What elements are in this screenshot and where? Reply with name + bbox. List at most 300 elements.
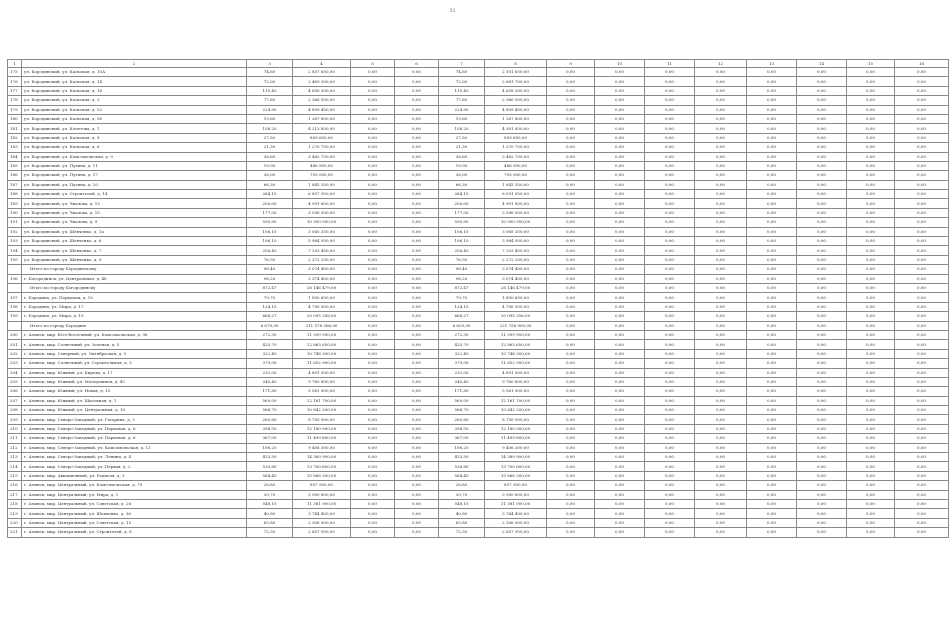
- value-cell: 793 000,00: [485, 171, 547, 180]
- value-cell: 0,00: [395, 415, 439, 424]
- value-cell: 19,90: [247, 161, 293, 170]
- value-cell: 0,00: [645, 77, 695, 86]
- value-cell: 0,00: [351, 171, 395, 180]
- value-cell: 0,00: [797, 481, 847, 490]
- value-cell: 232,00: [247, 368, 293, 377]
- value-cell: 12 863 650,00: [485, 340, 547, 349]
- table-row: [8, 246, 949, 255]
- value-cell: 0,00: [695, 424, 747, 433]
- value-cell: 0,00: [895, 96, 949, 105]
- address-cell: Итого по городу Бородино: [22, 321, 247, 330]
- value-cell: 27,50: [247, 133, 293, 142]
- value-cell: 3 596 500,00: [485, 208, 547, 217]
- value-cell: 425,70: [439, 340, 485, 349]
- value-cell: 11 499 800,00: [485, 434, 547, 443]
- column-header: 14: [797, 60, 847, 68]
- value-cell: 0,00: [747, 340, 797, 349]
- value-cell: 66,30: [439, 180, 485, 189]
- value-cell: 0,00: [645, 274, 695, 283]
- value-cell: 0,00: [547, 302, 595, 311]
- value-cell: 0,00: [895, 143, 949, 152]
- value-cell: 0,00: [351, 68, 395, 77]
- value-cell: 0,00: [395, 377, 439, 386]
- value-cell: 12 161 700,00: [293, 396, 351, 405]
- value-cell: 134,10: [439, 302, 485, 311]
- value-cell: 0,00: [595, 330, 645, 339]
- value-cell: 0,00: [895, 377, 949, 386]
- column-header: 12: [695, 60, 747, 68]
- value-cell: 72,00: [439, 77, 485, 86]
- value-cell: 0,00: [747, 528, 797, 537]
- value-cell: 0,00: [895, 518, 949, 527]
- table-row: [8, 77, 949, 86]
- value-cell: 0,00: [645, 359, 695, 368]
- table-row: [8, 152, 949, 161]
- table-row: [8, 509, 949, 518]
- address-cell: г. Ачинск, мкр. Солнечный, ул. Строительная, д. 5: [22, 359, 247, 368]
- table-row: [8, 481, 949, 490]
- value-cell: 0,00: [645, 471, 695, 480]
- value-cell: 0,00: [595, 368, 645, 377]
- value-cell: 0,00: [645, 377, 695, 386]
- value-cell: 0,00: [351, 180, 395, 189]
- address-cell: ул. Бородинский, ул. Шевченко, д. 1а: [22, 227, 247, 236]
- value-cell: 0,00: [547, 237, 595, 246]
- value-cell: 568,70: [247, 406, 293, 415]
- value-cell: 221 758 900,00: [485, 321, 547, 330]
- value-cell: 0,00: [797, 265, 847, 274]
- value-cell: 0,00: [395, 274, 439, 283]
- value-cell: 9 406 300,00: [293, 443, 351, 452]
- value-cell: 0,00: [595, 133, 645, 142]
- value-cell: 0,00: [797, 302, 847, 311]
- value-cell: 0,00: [645, 330, 695, 339]
- value-cell: 0,00: [595, 321, 645, 330]
- value-cell: 0,00: [895, 434, 949, 443]
- value-cell: 0,00: [695, 227, 747, 236]
- value-cell: 21,30: [247, 143, 293, 152]
- value-cell: 0,00: [847, 227, 895, 236]
- row-number-cell: 212: [8, 443, 22, 452]
- value-cell: 0,00: [547, 190, 595, 199]
- table-row: [8, 528, 949, 537]
- value-cell: 0,00: [847, 518, 895, 527]
- value-cell: 0,00: [895, 340, 949, 349]
- value-cell: 0,00: [645, 171, 695, 180]
- value-cell: 0,00: [797, 490, 847, 499]
- value-cell: 375,00: [439, 359, 485, 368]
- value-cell: 0,00: [847, 218, 895, 227]
- value-cell: 0,00: [595, 237, 645, 246]
- value-cell: 0,00: [351, 368, 395, 377]
- value-cell: 0,00: [747, 443, 797, 452]
- row-number-cell: 181: [8, 124, 22, 133]
- value-cell: 0,00: [895, 293, 949, 302]
- value-cell: 0,00: [797, 424, 847, 433]
- table-row: [8, 387, 949, 396]
- value-cell: 0,00: [645, 321, 695, 330]
- value-cell: 0,00: [797, 293, 847, 302]
- value-cell: 859 650,00: [485, 133, 547, 142]
- row-number-cell: 179: [8, 105, 22, 114]
- row-number-cell: 202: [8, 349, 22, 358]
- value-cell: 0,00: [797, 462, 847, 471]
- value-cell: 0,00: [695, 453, 747, 462]
- value-cell: 4 891 500,00: [293, 368, 351, 377]
- table-row: [8, 490, 949, 499]
- row-number-cell: 215: [8, 471, 22, 480]
- value-cell: 0,00: [547, 368, 595, 377]
- value-cell: 0,00: [395, 96, 439, 105]
- value-cell: 0,00: [847, 274, 895, 283]
- table-row: [8, 368, 949, 377]
- value-cell: 1 270 750,00: [293, 143, 351, 152]
- value-cell: 0,00: [895, 265, 949, 274]
- value-cell: 0,00: [547, 424, 595, 433]
- column-header: 1: [8, 60, 22, 68]
- value-cell: 0,00: [645, 368, 695, 377]
- value-cell: 535,80: [247, 462, 293, 471]
- address-cell: ул. Бородинский, ул. Чкалова, д. 9: [22, 218, 247, 227]
- value-cell: 0,00: [645, 453, 695, 462]
- value-cell: 0,00: [797, 199, 847, 208]
- value-cell: 0,00: [797, 471, 847, 480]
- value-cell: 793 000,00: [293, 171, 351, 180]
- column-header: 3: [247, 60, 293, 68]
- table-row: [8, 283, 949, 292]
- value-cell: 2 306 900,00: [485, 518, 547, 527]
- value-cell: 11 599 950,00: [293, 330, 351, 339]
- value-cell: 0,00: [847, 265, 895, 274]
- value-cell: 0,00: [395, 443, 439, 452]
- value-cell: 0,00: [895, 133, 949, 142]
- value-cell: 0,00: [895, 105, 949, 114]
- value-cell: 0,00: [747, 124, 797, 133]
- table-row: [8, 199, 949, 208]
- value-cell: 0,00: [351, 321, 395, 330]
- value-cell: 0,00: [895, 237, 949, 246]
- value-cell: 0,00: [395, 227, 439, 236]
- value-cell: 0,00: [847, 396, 895, 405]
- value-cell: 28,80: [247, 481, 293, 490]
- value-cell: 0,00: [747, 471, 797, 480]
- value-cell: 0,00: [695, 180, 747, 189]
- table-row: [8, 415, 949, 424]
- value-cell: 0,00: [847, 237, 895, 246]
- row-number-cell: 201: [8, 340, 22, 349]
- value-cell: 0,00: [895, 443, 949, 452]
- value-cell: 0,00: [797, 528, 847, 537]
- value-cell: 65,80: [439, 518, 485, 527]
- value-cell: 0,00: [351, 208, 395, 217]
- value-cell: 0,00: [395, 321, 439, 330]
- value-cell: 3 950 800,00: [293, 490, 351, 499]
- value-cell: 0,00: [747, 161, 797, 170]
- address-cell: г. Ачинск, мкр. Северо-Западный, ул. Парковая, д. 6: [22, 424, 247, 433]
- row-number-cell: 191: [8, 218, 22, 227]
- address-cell: г. Ачинск, мкр. Северо-Западный, ул. Первая, д. 2: [22, 462, 247, 471]
- value-cell: 0,00: [595, 255, 645, 264]
- value-cell: 98,20: [247, 274, 293, 283]
- value-cell: 0,00: [747, 274, 797, 283]
- value-cell: 10 950 950,00: [293, 218, 351, 227]
- value-cell: 0,00: [351, 161, 395, 170]
- value-cell: 0,00: [895, 349, 949, 358]
- table-row: [8, 293, 949, 302]
- value-cell: 0,00: [645, 246, 695, 255]
- value-cell: 0,00: [547, 462, 595, 471]
- value-cell: 872,47: [439, 283, 485, 292]
- value-cell: 0,00: [645, 387, 695, 396]
- value-cell: 98,20: [439, 274, 485, 283]
- value-cell: 0,00: [351, 283, 395, 292]
- address-cell: г. Ачинск, мкр. Северо-Западный, ул. Парковая, д. 6: [22, 434, 247, 443]
- value-cell: 0,00: [747, 152, 797, 161]
- value-cell: 0,00: [595, 499, 645, 508]
- address-cell: г. Ачинск, мкр. Солнечный, ул. Зеленая, д. 5: [22, 340, 247, 349]
- value-cell: 79,70: [247, 293, 293, 302]
- row-number-cell: 198: [8, 302, 22, 311]
- value-cell: 0,00: [395, 434, 439, 443]
- value-cell: 0,00: [747, 218, 797, 227]
- value-cell: 0,00: [847, 77, 895, 86]
- row-number-cell: 205: [8, 377, 22, 386]
- value-cell: 4 899 450,00: [485, 105, 547, 114]
- value-cell: 0,00: [895, 471, 949, 480]
- value-cell: 0,00: [351, 387, 395, 396]
- value-cell: 0,00: [895, 481, 949, 490]
- value-cell: 0,00: [695, 246, 747, 255]
- value-cell: 550,90: [247, 218, 293, 227]
- value-cell: 264,10: [439, 190, 485, 199]
- table-row: [8, 124, 949, 133]
- value-cell: 0,00: [797, 246, 847, 255]
- value-cell: 0,00: [847, 462, 895, 471]
- value-cell: 0,00: [895, 190, 949, 199]
- column-header: 10: [595, 60, 645, 68]
- value-cell: 0,00: [351, 359, 395, 368]
- value-cell: 398,50: [247, 424, 293, 433]
- address-cell: ул. Бородинский, ул. Пугина, д. 11: [22, 161, 247, 170]
- address-cell: г. Бородино, ул. Мира, д. 17: [22, 302, 247, 311]
- value-cell: 398,50: [439, 424, 485, 433]
- value-cell: 0,00: [847, 368, 895, 377]
- value-cell: 6 679,00: [247, 321, 293, 330]
- value-cell: 569,00: [439, 396, 485, 405]
- value-cell: 0,00: [847, 171, 895, 180]
- value-cell: 0,00: [847, 114, 895, 123]
- value-cell: 0,00: [351, 312, 395, 321]
- value-cell: 4 213 850,00: [293, 124, 351, 133]
- value-cell: 0,00: [395, 265, 439, 274]
- value-cell: 0,00: [895, 330, 949, 339]
- address-cell: Итого по городу Богородинску: [22, 283, 247, 292]
- row-number-cell: 193: [8, 237, 22, 246]
- value-cell: 0,00: [797, 161, 847, 170]
- value-cell: 0,00: [395, 68, 439, 77]
- value-cell: 0,00: [797, 340, 847, 349]
- table-row: [8, 518, 949, 527]
- value-cell: 0,00: [395, 161, 439, 170]
- value-cell: 0,00: [747, 190, 797, 199]
- address-cell: г. Ачинск, мкр. Северный, ул. Октябрьская, д. 5: [22, 349, 247, 358]
- value-cell: 0,00: [747, 105, 797, 114]
- table-row: [8, 471, 949, 480]
- value-cell: 3 074 400,00: [293, 265, 351, 274]
- value-cell: 0,00: [695, 415, 747, 424]
- value-cell: 0,00: [395, 77, 439, 86]
- value-cell: 0,00: [847, 152, 895, 161]
- value-cell: 0,00: [547, 77, 595, 86]
- value-cell: 8 750 900,00: [293, 415, 351, 424]
- value-cell: 0,00: [695, 462, 747, 471]
- value-cell: 20 095 356,00: [485, 312, 547, 321]
- value-cell: 0,00: [595, 143, 645, 152]
- value-cell: 0,00: [695, 105, 747, 114]
- value-cell: 0,00: [547, 68, 595, 77]
- value-cell: 11 652 900,00: [293, 359, 351, 368]
- row-number-cell: 218: [8, 499, 22, 508]
- value-cell: 245,40: [247, 377, 293, 386]
- value-cell: 0,00: [695, 114, 747, 123]
- value-cell: 0,00: [695, 490, 747, 499]
- value-cell: 36,60: [439, 152, 485, 161]
- value-cell: 0,00: [895, 86, 949, 95]
- value-cell: 0,00: [747, 368, 797, 377]
- value-cell: 0,00: [895, 199, 949, 208]
- value-cell: 0,00: [645, 443, 695, 452]
- value-cell: 0,00: [797, 114, 847, 123]
- value-cell: 0,00: [351, 406, 395, 415]
- value-cell: 0,00: [695, 396, 747, 405]
- value-cell: 2 857 650,00: [293, 68, 351, 77]
- value-cell: 115,40: [439, 86, 485, 95]
- value-cell: 0,00: [847, 481, 895, 490]
- value-cell: 0,00: [547, 340, 595, 349]
- address-cell: г. Ачинск, мкр. Северо-Западный, ул. Комсомольская, д. 13: [22, 443, 247, 452]
- value-cell: 0,00: [847, 387, 895, 396]
- value-cell: 0,00: [645, 490, 695, 499]
- value-cell: 0,00: [645, 312, 695, 321]
- address-cell: ул. Бородинский, ул. Кальская, д. 52: [22, 105, 247, 114]
- value-cell: 0,00: [747, 265, 797, 274]
- value-cell: 0,00: [395, 199, 439, 208]
- table-row: [8, 443, 949, 452]
- value-cell: 0,00: [395, 406, 439, 415]
- value-cell: 3 744 400,00: [485, 509, 547, 518]
- value-cell: 0,00: [747, 481, 797, 490]
- value-cell: 0,00: [395, 302, 439, 311]
- value-cell: 14 389 900,00: [293, 453, 351, 462]
- value-cell: 0,00: [895, 462, 949, 471]
- value-cell: 0,00: [847, 105, 895, 114]
- value-cell: 0,00: [747, 349, 797, 358]
- value-cell: 0,00: [547, 86, 595, 95]
- value-cell: 106,10: [247, 227, 293, 236]
- value-cell: 0,00: [797, 171, 847, 180]
- value-cell: 0,00: [847, 302, 895, 311]
- value-cell: 13 700 600,00: [293, 462, 351, 471]
- table-row: [8, 255, 949, 264]
- value-cell: 0,00: [797, 77, 847, 86]
- table-row: [8, 321, 949, 330]
- value-cell: 0,00: [645, 302, 695, 311]
- value-cell: 0,00: [695, 152, 747, 161]
- value-cell: 0,00: [547, 481, 595, 490]
- table-row: [8, 434, 949, 443]
- value-cell: 0,00: [847, 406, 895, 415]
- value-cell: 0,00: [895, 255, 949, 264]
- value-cell: 6 857 950,00: [293, 190, 351, 199]
- column-header: 5: [351, 60, 395, 68]
- value-cell: 0,00: [595, 190, 645, 199]
- value-cell: 0,00: [747, 180, 797, 189]
- value-cell: 0,00: [797, 96, 847, 105]
- table-row: [8, 274, 949, 283]
- value-cell: 0,00: [351, 481, 395, 490]
- value-cell: 0,00: [747, 509, 797, 518]
- value-cell: 14 389 900,00: [485, 453, 547, 462]
- address-cell: ул. Бородинский, ул. Комсомольская, д. 9: [22, 152, 247, 161]
- value-cell: 3 744 400,00: [293, 509, 351, 518]
- value-cell: 0,00: [547, 199, 595, 208]
- row-number-cell: 178: [8, 96, 22, 105]
- value-cell: 0,00: [747, 293, 797, 302]
- value-cell: 2 366 500,00: [293, 96, 351, 105]
- value-cell: 857 950,00: [485, 481, 547, 490]
- value-cell: 0,00: [895, 152, 949, 161]
- value-cell: 245,40: [439, 377, 485, 386]
- value-cell: 0,00: [595, 96, 645, 105]
- table-row: [8, 359, 949, 368]
- value-cell: 0,00: [595, 68, 645, 77]
- value-cell: 13 700 600,00: [485, 462, 547, 471]
- value-cell: 0,00: [645, 340, 695, 349]
- table-row: [8, 190, 949, 199]
- value-cell: 0,00: [747, 490, 797, 499]
- value-cell: 98,40: [247, 265, 293, 274]
- value-cell: 0,00: [595, 86, 645, 95]
- value-cell: 196,10: [247, 237, 293, 246]
- value-cell: 15 866 300,00: [293, 471, 351, 480]
- value-cell: 0,00: [695, 359, 747, 368]
- value-cell: 0,00: [797, 443, 847, 452]
- value-cell: 668,27: [439, 312, 485, 321]
- value-cell: 26 146 479,00: [485, 283, 547, 292]
- value-cell: 0,00: [895, 424, 949, 433]
- value-cell: 0,00: [395, 471, 439, 480]
- value-cell: 564,40: [439, 471, 485, 480]
- row-number-cell: 207: [8, 396, 22, 405]
- value-cell: 3 074 400,00: [485, 265, 547, 274]
- value-cell: 2 374 400,00: [293, 274, 351, 283]
- value-cell: 0,00: [351, 86, 395, 95]
- value-cell: 0,00: [747, 199, 797, 208]
- row-number-cell: [8, 283, 22, 292]
- row-number-cell: 210: [8, 424, 22, 433]
- address-cell: г. Ачинск, мкр. Центральный, ул. Мира, д. 1: [22, 490, 247, 499]
- value-cell: 0,00: [895, 312, 949, 321]
- value-cell: 66,30: [247, 180, 293, 189]
- value-cell: 5 984 950,00: [485, 237, 547, 246]
- value-cell: 375,00: [247, 359, 293, 368]
- value-cell: 0,00: [547, 96, 595, 105]
- value-cell: 0,00: [547, 208, 595, 217]
- value-cell: 2 306 900,00: [293, 518, 351, 527]
- value-cell: 0,00: [395, 462, 439, 471]
- value-cell: 0,00: [351, 190, 395, 199]
- column-header: 13: [747, 60, 797, 68]
